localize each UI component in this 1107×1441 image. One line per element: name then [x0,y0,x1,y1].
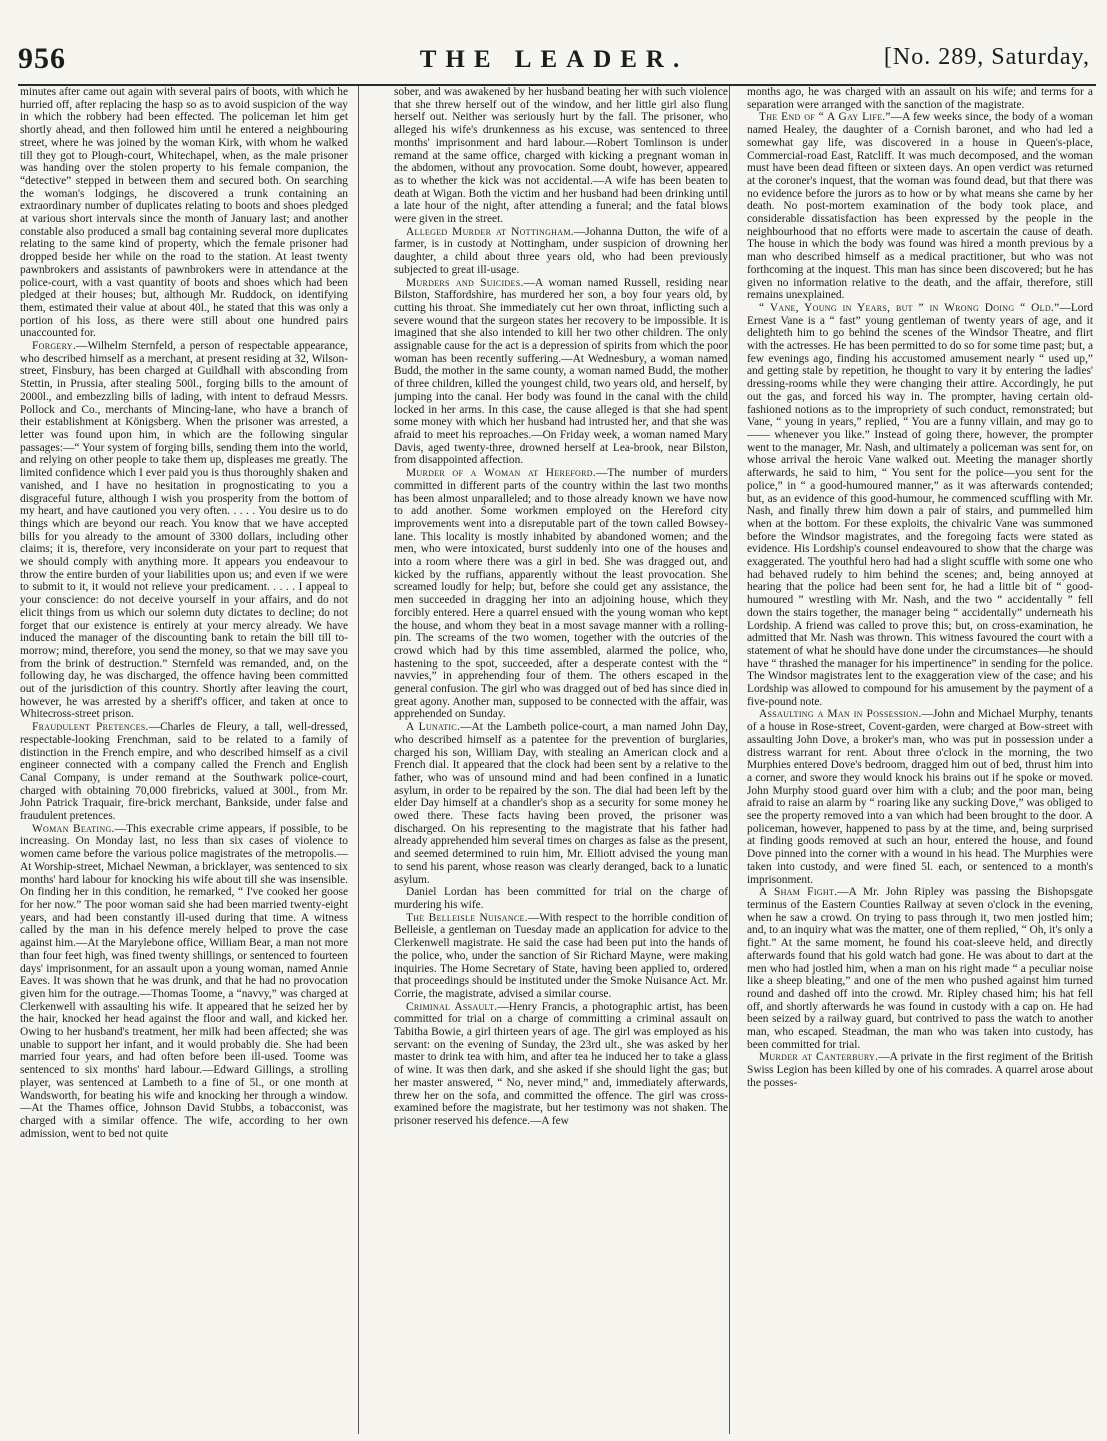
article-paragraph [20,823,348,1141]
article-body: —John and Michael Murphy, tenants of a house in Rose-street, Covent-garden, were charged at Bow-street with assaulting John Dove, a broker's man, who was put in possession under a distress warrant for rent. About three o'clock in the morning, the two Murphies entered Dove's bedroom, dragged him out of bed, thrust him into a corner, and swore they would knock his brains out if he spoke or moved. John Murphy stood guard over him with a club; and the poor man, being afraid to raise an alarm by “ roaring like any sucking Dove,” was obliged to see the property removed into a van which had been brought to the door. A policeman, however, happened to pass by at the time, and, being surprised at finding goods removed at such an hour, entered the house, and found Dove pinned into the corner with a wound in his head. The Murphies were taken into custody, and were fined 5l. each, or sentenced to a month's imprisonment. [747,708,1093,886]
article-heading: Criminal Assault. [406,1000,498,1013]
article-heading: Alleged Murder at Nottingham. [406,225,574,238]
article-paragraph [394,86,728,226]
column-divider-1 [358,86,359,1434]
column-2 [394,86,728,1436]
article-heading: The Belleisle Nuisance. [406,911,528,924]
article-heading: Woman Beating. [32,822,115,835]
article-body: months ago, he was charged with an assault on his wife; and terms for a separation were arranged with the sanction of the magistrate. [747,86,1093,111]
article-paragraph [747,111,1093,302]
article-paragraph [394,912,728,1001]
article-paragraph [394,721,728,886]
article-body: —A private in the first regiment of the British Swiss Legion has been killed by one of his comrades. A quarrel arose about the posses- [747,1051,1093,1089]
column-divider-2 [729,86,730,1434]
article-paragraph [747,886,1093,1051]
column-3 [747,86,1093,1436]
article-heading: A Sham Fight. [759,886,838,899]
article-body: minutes after came out again with several pairs of boots, with which he hurried off, after replacing the hasp so as to avoid suspicion of the way in which the robbery had been effected. The policeman let him get shortly ahead, and then followed him until he entered a neighbouring street, where he was joined by the woman Kirk, with whom he walked till they got to Plough-court, Whitechapel, when, as the male prisoner was handing over the stolen property to his female companion, the “detective” stepped in between them and secured both. On searching the woman's lodgings, he discovered a trunk containing an extraordinary number of duplicates relating to boots and shoes pledged at various short intervals since the month of January last; and another constable also produced a small bag containing several more duplicates relating to the same kind of property, which the female prisoner had dropped beside her while on the road to the station. At least twenty pawnbrokers and assistants of pawnbrokers were in attendance at the police-court, with a vast quantity of boots and shoes which had been pledged at their houses; but, although Mr. Ruddock, on identifying them, estimated their value at about 40l., he stated that this was only a portion of his loss, as there were still about one hundred pairs unaccounted for. [20,86,348,340]
article-body: sober, and was awakened by her husband beating her with such violence that she threw herself out of the window, and her little girl also flung herself out. Neither was seriously hurt by the fall. The prisoner, who alleged his wife's drunkenness as his excuse, was sentenced to three months' imprisonment and hard labour.—Robert Tomlinson is under remand at the same office, charged with kicking a pregnant woman in the abdomen, without any provocation. Some doubt, however, appeared as to whether the kick was not accidental.—A wife has been beaten to death at Wigan. Both the victim and her husband had been drinking until a late hour of the night, after attending a funeral; and the fatal blows were given in the street. [394,86,728,226]
article-body: —Johanna Dutton, the wife of a farmer, is in custody at Nottingham, under suspicion of drowning her daughter, a child about three years old, who had been previously subjected to great ill-usage. [394,225,728,276]
newspaper-title: THE LEADER. [419,46,689,73]
article-paragraph [20,721,348,823]
article-paragraph [394,277,728,468]
article-body: —Henry Francis, a photographic artist, has been committed for trial on a charge of committing a criminal assault on Tabitha Bowie, a girl thirteen years of age. The girl was employed as his servant: on the evening of Sunday, the 23rd ult., she was asked by her master to drink tea with him, and after tea he induced her to take a glass of wine. It was then dark, and she asked if she should light the gas; but her master answered, “ No, never mind,” and, immediately afterwards, threw her on the sofa, and committed the offence. The girl was cross-examined before the magistrate, but her testimony was not shaken. The prisoner reserved his defence.—A few [394,1000,728,1127]
article-heading: A Lunatic. [406,721,461,734]
article-body: —Charles de Fleury, a tall, well-dressed, respectable-looking Frenchman, said to be related to a family of distinction in the French empire, and who described himself as a civil engineer connected with a company called the French and English Canal Company, is under remand at the Southwark police-court, charged with obtaining 70,000 firebricks, valued at 300l., from Mr. John Patrick Traquair, fire-brick merchant, Bankside, under false and fraudulent pretences. [20,721,348,823]
article-body: —Wilhelm Sternfeld, a person of respectable appearance, who described himself as a merchant, at present residing at 32, Wilson-street, Finsbury, has been charged at Guildhall with absconding from Stettin, in Prussia, after stealing 500l., forging bills to the amount of 2000l., and embezzling bills of lading, with intent to defraud Messrs. Pollock and Co., merchants of Mincing-lane, who have a branch of their establishment at Königsberg. When the prisoner was arrested, a letter was found upon him, in which are the following singular passages:—“ Your system of forging bills, sending them into the world, and relying on other people to take them up, displeases me greatly. The limited confidence which I ever paid you is thus thoroughly shaken and vanished, and I have no hesitation in prognosticating to you a disgraceful future, although I wish you prosperity from the bottom of my heart, and have cautioned you very often. . . . . You desire us to do things which are beyond our reach. You know that we have accepted bills for you already to the amount of 3300 dollars, including other claims; it is, therefore, very inconsiderate on your part to request that we should comply with anything more. It appears you endeavour to throw the entire burden of your liabilities upon us; and even if we were to submit to it, it would not relieve your predicament. . . . . I appeal to your conscience: do not deceive yourself in your affairs, and do not elicit things from us which our solemn duty dictates to decline; do not forget that our existence is entirely at your mercy already. We have induced the manager of the discounting bank to retain the bill till to-morrow; mind, therefore, you send the money, so that we may save you from the brink of destruction.” Sternfeld was remanded, and, on the following day, he was discharged, the offence having been committed out of the jurisdiction of this country. Shortly after leaving the court, however, he was arrested by a sheriff's officer, and taken at once to Whitecross-street prison. [20,340,348,721]
article-paragraph [20,86,348,340]
article-paragraph [394,467,728,721]
article-body: —A Mr. John Ripley was passing the Bishopsgate terminus of the Eastern Counties Railway at seven o'clock in the evening, when he saw a crowd. On trying to pass through it, two men jostled him; and, to an inquiry what was the matter, one of them replied, “ Oh, it's only a fight.” At the same moment, he found his coat-sleeve held, and directly afterwards found that his gold watch had gone. He was about to dart at the men who had jostled him, when a man on his right made “ a peculiar noise like a sheep bleating,” and one of the men who pushed against him turned round and dashed off into the crowd. Mr. Ripley chased him; his hat fell off, and shortly afterwards he was found in custody with a cap on. He had been seized by a railway guard, but contrived to pass the watch to another man, who escaped. Steadman, the man who was taken into custody, has been committed for trial. [747,886,1093,1051]
article-body: —The number of murders committed in different parts of the country within the last two months has been almost unparalleled; and to those already known we have now to add another. Some workmen employed on the Hereford city improvements went into a disreputable part of the town called Bowsey-lane. This locality is mostly inhabited by abandoned women; and the men, who were intoxicated, burst suddenly into one of the houses and into a room where there was a girl in bed. She was dragged out, and kicked by the ruffians, apparently without the least provocation. She screamed loudly for help; but, before she could get any assistance, the men succeeded in dragging her into an adjoining house, which they forcibly entered. Here a quarrel ensued with the young woman who kept the house, and whom they beat in a most savage manner with a rolling-pin. The screams of the two women, together with the outcries of the crowd which had by this time assembled, alarmed the police, who, hastening to the spot, succeeded, after a desperate contest with the “ navvies,” in apprehending four of them. The others escaped in the general confusion. The girl who was dragged out of bed has since died in great agony. Another man, supposed to be connected with the affair, was apprehended on Sunday. [394,467,728,721]
article-paragraph [394,886,728,911]
article-heading: The End of “ A Gay Life.” [759,111,891,124]
article-heading: Forgery. [32,340,77,353]
article-body: —At the Lambeth police-court, a man named John Day, who described himself as a patentee for the prevention of burglaries, charged his son, William Day, with stealing an American clock and a French dial. It appeared that the clock had been sent by a relative to the father, who was of unsound mind and had been confined in a lunatic asylum, in order to be repaired by the son. The dial had been left by the elder Day himself at a chandler's shop as a security for some money he owed there. These facts having been proved, the prisoner was discharged. On his representing to the magistrate that his father had already apprehended him several times on charges as false as the present, and seemed determined to ruin him, Mr. Elliott advised the young man to send his parent, whose reason was clearly deranged, back to a lunatic asylum. [394,721,728,886]
article-heading: Assaulting a Man in Possession. [759,708,922,721]
article-paragraph [747,86,1093,111]
article-body: —A few weeks since, the body of a woman named Healey, the daughter of a Cornish baronet, and who had led a somewhat gay life, was discovered in a house in Queen's-place, Commercial-road East, Ratcliff. It was much decomposed, and the woman must have been dead fifteen or sixteen days. An open verdict was returned at the coroner's inquest, that the woman was found dead, but that there was no evidence before the jurors as to how or by what means she came by her death. No post-mortem examination of the body took place, and considerable dissatisfaction has been expressed by the people in the neighbourhood that no efforts were made to ascertain the cause of death. The house in which the body was found was hired a month previous by a man who described himself as a medical practitioner, but who was not forthcoming at the inquest. This man has since been discovered; but he has given no information relative to the death, and the affair, therefore, still remains unexplained. [747,111,1093,302]
article-heading: Murder at Canterbury. [759,1051,879,1064]
article-body: Daniel Lordan has been committed for trial on the charge of murdering his wife. [394,886,728,911]
page-number: 956 [18,42,66,75]
article-body: —This execrable crime appears, if possible, to be increasing. On Monday last, no less than six cases of violence to women came before the various police magistrates of the metropolis.—At Worship-street, Michael Newman, a bricklayer, was sentenced to six months' hard labour for knocking his wife about till she was insensible. On finding her in this condition, he remarked, “ I've cooked her goose for her now.” The poor woman said she had been married twenty-eight years, and had been constantly ill-used during that time. A witness called by the man in his defence merely helped to prove the case against him.—At the Marylebone office, William Bear, a man not more than four feet high, was fined twenty shillings, or sentenced to fourteen days' imprisonment, for an assault upon a young woman, named Annie Eaves. It was shown that he was drunk, and that he had no provocation given him for the outrage.—Thomas Toome, a “navvy,” was charged at Clerkenwell with assaulting his wife. It appeared that he seized her by the hair, knocked her head against the floor and wall, and kicked her. Owing to her husband's treatment, her milk had been affected; she was unable to support her infant, and it would probably die. She had been married four years, and had often before been ill-used. Toome was sentenced to six months' hard labour.—Edward Gillings, a strolling player, was sentenced at Lambeth to a fine of 5l., or one month at Wandsworth, for beating his wife and knocking her through a window.—At the Thames office, Johnson David Stubbs, a tobacconist, was charged with a similar offence. The wife, according to her own admission, went to bed not quite [20,822,348,1140]
article-paragraph [394,1001,728,1128]
article-heading: Murder of a Woman at Hereford. [406,467,596,480]
article-body: —With respect to the horrible condition of Belleisle, a gentleman on Tuesday made an application for advice to the Clerkenwell magistrate. He said the case had been put into the hands of the police, who, under the sanction of Sir Richard Mayne, were making inquiries. The Home Secretary of State, having been applied to, ordered that proceedings should be instituted under the Smoke Nuisance Act. Mr. Corrie, the magistrate, advised a similar course. [394,911,728,1000]
page-header [18,42,1090,82]
article-body: —A woman named Russell, residing near Bilston, Staffordshire, has murdered her son, a boy four years old, by cutting his throat. She immediately cut her own throat, inflicting such a severe wound that the surgeon states her recovery to be impossible. It is imagined that she also intended to kill her two other children. The only assignable cause for the act is a depression of spirits from which the poor woman has been recently suffering.—At Wednesbury, a woman named Budd, the mother in the same county, a woman named Budd, the mother of three children, killed the youngest child, two years old, and herself, by jumping into the canal. Her body was found in the canal with the child locked in her arms. In this case, the cause alleged is that she had spent some money with which her husband had intrusted her, and that she was afraid to meet his reproaches.—On Friday week, a woman named Mary Davis, aged twenty-three, drowned herself at Lea-brook, near Bilston, from disappointed affection. [394,276,728,467]
article-body: —Lord Ernest Vane is a “ fast” young gentleman of twenty years of age, and it delighteth him to go behind the scenes of the Windsor Theatre, and flirt with the actresses. He has been permitted to do so for some time past; but, a few evenings ago, finding his accustomed amusement nearly “ used up,” and getting stale by repetition, he thought to vary it by entering the ladies' dressing-rooms while they were changing their attire. Accordingly, he put out the gas, and forced his way in. The prompter, having certain old-fashioned notions as to the impropriety of such conduct, remonstrated; but Vane, “ young in years,” replied, “ You are a funny villain, and may go to —— whenever you like.” Instead of going there, however, the prompter went to the manager, Mr. Nash, and ultimately a policeman was sent for, on whose arrival the heroic Vane walked out. Meeting the manager shortly afterwards, he said to him, “ You sent for the police—you sent for the police,” in “ a good-humoured manner,” as it was afterwards contended; but, as an evidence of this good-humour, he commenced scuffling with Mr. Nash, and finally threw him down a pair of stairs, and pummelled him when at the bottom. For these exploits, the chivalric Vane was summoned before the Windsor magistrates, and the foregoing facts were stated as evidence. His Lordship's counsel endeavoured to show that the charge was exaggerated. The youthful hero had had a slight scuffle with some one who had behaved rudely to him behind the scenes; and, being annoyed at hearing that the police had been sent for, he had a little bit of “ good-humoured ” wrestling with Mr. Nash, and the two “ accidentally ” fell down the stairs together, the manager being “ accidentally” underneath his Lordship. A friend was called to prove this; but, on cross-examination, he admitted that Mr. Nash was thrown. This witness favoured the court with a statement of what he should have done under the circumstances—he should have “ thrashed the manager for his impertinence” in sending for the police. The Windsor magistrates lent to the exaggeration view of the case; and his Lordship was allowed to compound for his amusement by the payment of a five-pound note. [747,301,1093,708]
article-heading: “ Vane, Young in Years, but ” in Wrong Doing “ Old.” [759,301,1060,314]
article-paragraph [20,340,348,721]
issue-number: [No. 289, Saturday, [883,44,1090,70]
column-1 [20,86,348,1436]
article-paragraph [394,226,728,277]
article-paragraph [747,708,1093,886]
article-heading: Murders and Suicides. [406,276,524,289]
article-paragraph [747,1051,1093,1089]
article-paragraph [747,302,1093,709]
article-heading: Fraudulent Pretences. [32,721,149,734]
